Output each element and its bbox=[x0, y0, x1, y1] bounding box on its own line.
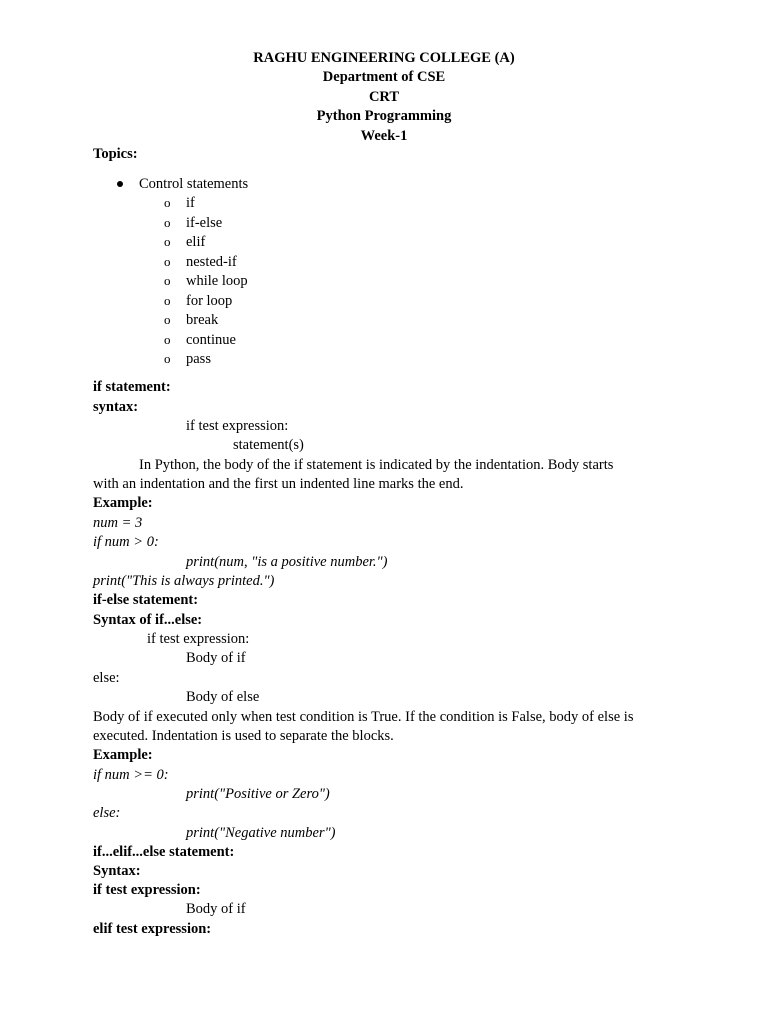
ifelse-syntax-line: else: bbox=[93, 670, 120, 686]
topic-sub-item: for loop bbox=[186, 293, 233, 309]
code-line: num = 3 bbox=[93, 515, 143, 531]
program-title: CRT bbox=[368, 89, 400, 105]
elif-syntax-label: Syntax: bbox=[93, 863, 141, 879]
bullet-icon bbox=[117, 181, 123, 187]
topic-sub-item: if bbox=[186, 195, 195, 211]
circle-bullet-icon: o bbox=[164, 273, 171, 288]
circle-bullet-icon: o bbox=[164, 293, 171, 308]
if-heading: if statement: bbox=[93, 379, 171, 395]
topic-sub-item: while loop bbox=[186, 273, 248, 289]
code-line: print("Positive or Zero") bbox=[186, 786, 330, 802]
code-line: if num > 0: bbox=[93, 534, 159, 550]
ifelse-syntax-label: Syntax of if...else: bbox=[93, 612, 203, 628]
ifelse-description: Body of if executed only when test condition is True. If the condition is False, body of else is bbox=[93, 709, 634, 725]
code-line: print("Negative number") bbox=[186, 825, 336, 841]
elif-syntax-line: if test expression: bbox=[93, 882, 201, 898]
week-title: Week-1 bbox=[360, 128, 408, 144]
topic-sub-item: elif bbox=[186, 234, 206, 250]
if-description: In Python, the body of the if statement is indicated by the indentation. Body starts bbox=[139, 457, 614, 473]
circle-bullet-icon: o bbox=[164, 195, 171, 210]
code-line: else: bbox=[93, 805, 121, 821]
elif-syntax-line: elif test expression: bbox=[93, 921, 212, 937]
elif-syntax-line: Body of if bbox=[186, 901, 246, 917]
code-line: print(num, "is a positive number.") bbox=[186, 554, 388, 570]
ifelse-syntax-line: if test expression: bbox=[147, 631, 250, 647]
college-title: RAGHU ENGINEERING COLLEGE (A) bbox=[253, 50, 515, 66]
ifelse-example-label: Example: bbox=[93, 747, 153, 763]
topic-sub-item: break bbox=[186, 312, 219, 328]
topics-heading: Topics: bbox=[93, 146, 138, 162]
circle-bullet-icon: o bbox=[164, 312, 171, 327]
if-syntax-line: statement(s) bbox=[233, 437, 304, 453]
circle-bullet-icon: o bbox=[164, 351, 171, 366]
circle-bullet-icon: o bbox=[164, 234, 171, 249]
circle-bullet-icon: o bbox=[164, 254, 171, 269]
code-line: print("This is always printed.") bbox=[93, 573, 275, 589]
ifelse-syntax-line: Body of if bbox=[186, 650, 246, 666]
topic-sub-item: pass bbox=[186, 351, 211, 367]
if-syntax-label: syntax: bbox=[93, 399, 139, 415]
ifelse-heading: if-else statement: bbox=[93, 592, 199, 608]
topic-sub-item: if-else bbox=[186, 215, 223, 231]
if-example-label: Example: bbox=[93, 495, 153, 511]
ifelse-description: executed. Indentation is used to separate the blocks. bbox=[93, 728, 394, 744]
department-title: Department of CSE bbox=[322, 69, 446, 85]
code-line: if num >= 0: bbox=[93, 767, 169, 783]
if-description: with an indentation and the first un indented line marks the end. bbox=[93, 476, 464, 492]
ifelse-syntax-line: Body of else bbox=[186, 689, 260, 705]
topic-sub-item: continue bbox=[186, 332, 236, 348]
course-title: Python Programming bbox=[316, 108, 452, 124]
elif-heading: if...elif...else statement: bbox=[93, 844, 235, 860]
topic-main-item: Control statements bbox=[139, 176, 249, 192]
if-syntax-line: if test expression: bbox=[186, 418, 289, 434]
circle-bullet-icon: o bbox=[164, 332, 171, 347]
circle-bullet-icon: o bbox=[164, 215, 171, 230]
topic-sub-item: nested-if bbox=[186, 254, 237, 270]
